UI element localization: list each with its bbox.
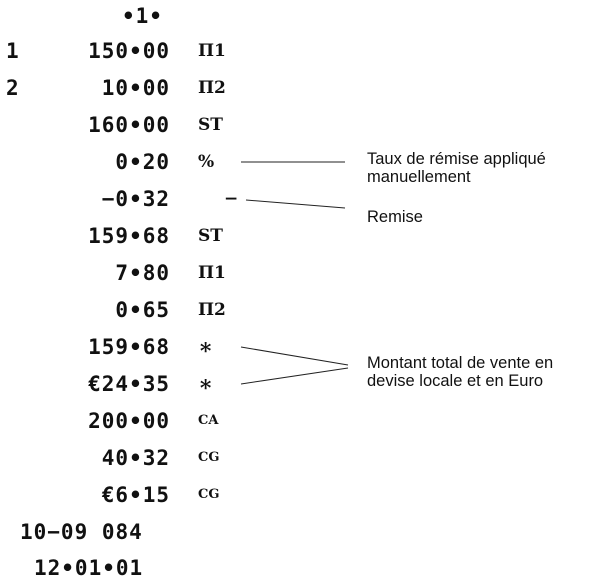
rate-note-line2: manuellement [367, 168, 471, 186]
row-amount: −0•32 [101, 187, 170, 211]
row-code: CG [198, 450, 220, 465]
row-amount: 40•32 [101, 446, 170, 470]
row-amount: 7•80 [115, 261, 170, 285]
discount-note: Remise [367, 208, 423, 226]
receipt-date: 12•01•01 [34, 556, 144, 580]
discount-leader-line [246, 200, 345, 208]
row-code: CG [198, 487, 220, 502]
rate-note-line1: Taux de rémise appliqué [367, 150, 546, 168]
row-amount: €24•35 [88, 372, 170, 396]
row-code: ST [198, 226, 223, 246]
total-note-line1: Montant total de vente en [367, 354, 554, 372]
total-leader-line-local [241, 347, 348, 365]
row-amount: 0•65 [115, 298, 170, 322]
row-code: Π2 [198, 78, 226, 98]
receipt-header: •1• [122, 4, 163, 28]
row-code: ∗ [198, 371, 214, 397]
receipt-counter: 10−09 084 [20, 520, 143, 544]
row-amount: 150•00 [88, 39, 170, 63]
row-code: Π2 [198, 300, 226, 320]
row-amount: €6•15 [101, 483, 170, 507]
row-index: 1 [6, 39, 19, 63]
row-amount: 159•68 [88, 224, 170, 248]
row-amount: 10•00 [101, 76, 170, 100]
row-amount: 159•68 [88, 335, 170, 359]
row-code: Π1 [198, 263, 226, 283]
row-code: ∗ [198, 334, 214, 360]
row-amount: 160•00 [88, 113, 170, 137]
row-index: 2 [6, 76, 19, 100]
row-code: ST [198, 115, 223, 135]
row-amount: 200•00 [88, 409, 170, 433]
total-note-line2: devise locale et en Euro [367, 372, 544, 390]
row-code: CA [198, 413, 219, 428]
row-code: Π1 [198, 41, 226, 61]
row-amount: 0•20 [115, 150, 170, 174]
row-code: % [198, 152, 215, 172]
row-code: − [224, 189, 239, 209]
total-leader-line-euro [241, 368, 348, 384]
